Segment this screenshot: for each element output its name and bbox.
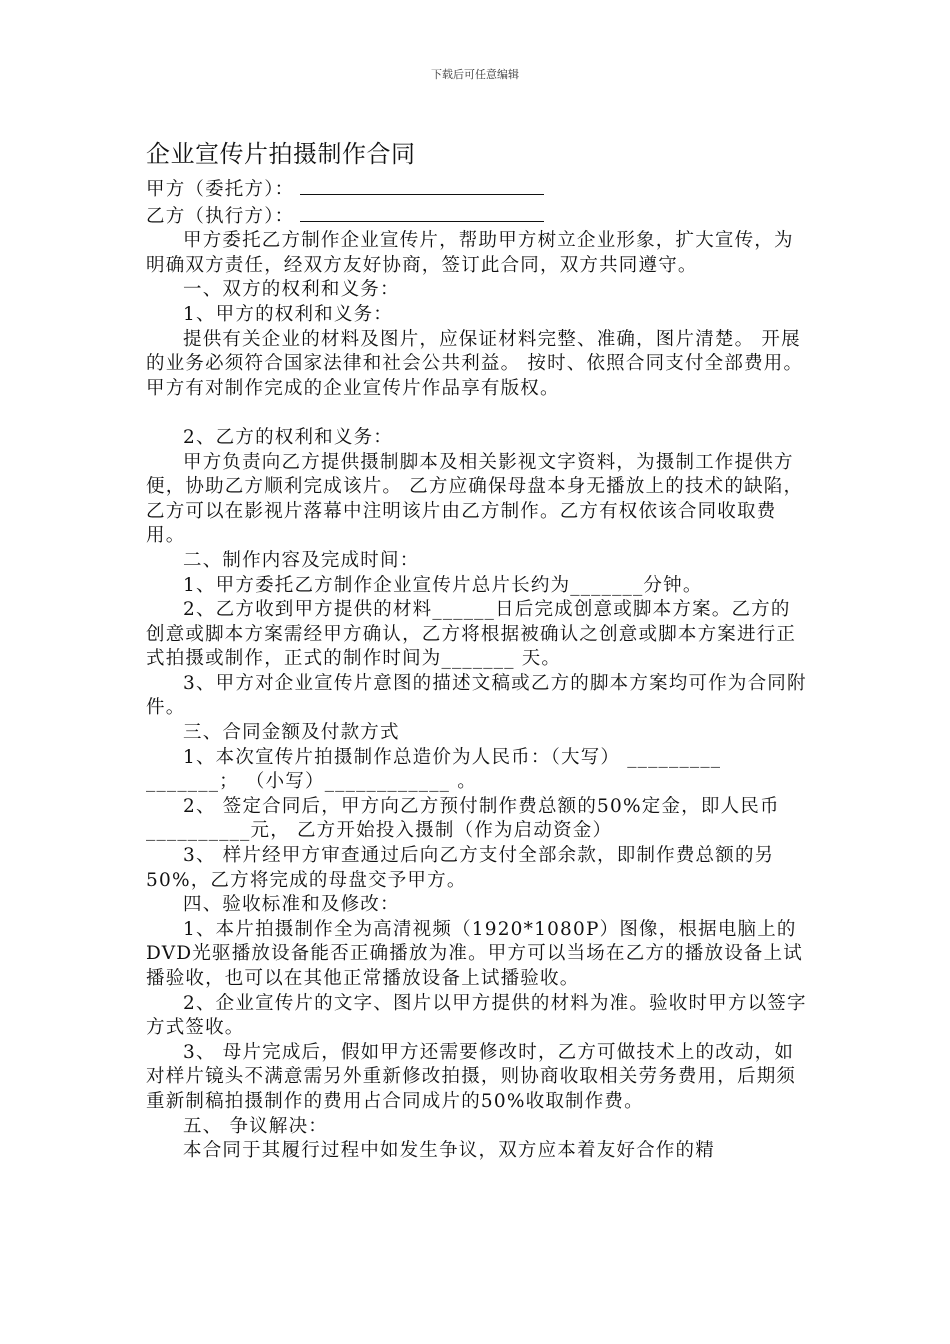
contract-title: 企业宣传片拍摄制作合同 bbox=[146, 140, 416, 168]
party-a-blank bbox=[300, 176, 544, 195]
section-2-item-2: 2、乙方收到甲方提供的材料______日后完成创意或脚本方案。乙方的创意或脚本方案需经甲方确认，乙方将根据被确认之创意或脚本方案进行正式拍摄或制作，正式的制作时间为_______ 天。 bbox=[146, 599, 797, 670]
intro-paragraph: 甲方委托乙方制作企业宣传片，帮助甲方树立企业形象，扩大宣传，为明确双方责任，经双方友好协商，签订此合同，双方共同遵守。 bbox=[146, 230, 794, 276]
party-b-row bbox=[146, 203, 808, 230]
section-1-2-heading: 2、乙方的权利和义务： bbox=[183, 426, 393, 448]
section-2-heading: 二、制作内容及完成时间： bbox=[183, 549, 420, 571]
section-5-heading: 五、 争议解决： bbox=[183, 1115, 328, 1137]
section-2-item-3: 3、甲方对企业宣传片意图的描述文稿或乙方的脚本方案均可作为合同附件。 bbox=[146, 672, 807, 719]
party-b-label: 乙方（执行方）： bbox=[146, 205, 295, 227]
party-a-row bbox=[146, 176, 808, 203]
section-3-item-2: 2、 签定合同后，甲方向乙方预付制作费总额的50%定金，即人民币__________元， 乙方开始投入摄制（作为启动资金） bbox=[146, 795, 780, 842]
section-1-heading: 一、双方的权利和义务： bbox=[183, 279, 400, 301]
section-4-item-1: 1、本片拍摄制作全为高清视频（1920*1080P）图像，根据电脑上的DVD光驱播放设备能否正确播放为准。甲方可以当场在乙方的播放设备上试播验收，也可以在其他正常播放设备上试播验收。 bbox=[146, 918, 804, 989]
section-3-item-3: 3、 样片经甲方审查通过后向乙方支付全部余款，即制作费总额的另50%，乙方将完成的母盘交予甲方。 bbox=[146, 845, 775, 891]
section-3-heading: 三、合同金额及付款方式 bbox=[183, 722, 400, 744]
paragraph-gap bbox=[146, 401, 808, 426]
section-1-2-text: 甲方负责向乙方提供摄制脚本及相关影视文字资料，为摄制工作提供方便，协助乙方顺利完成该片。 乙方应确保母盘本身无播放上的技术的缺陷， 乙方可以在影视片落幕中注明该片由乙方制作。乙方有权依该合同收取费用。 bbox=[146, 451, 804, 547]
section-5-text: 本合同于其履行过程中如发生争议，双方应本着友好合作的精 bbox=[183, 1140, 715, 1162]
section-2-item-1: 1、甲方委托乙方制作企业宣传片总片长约为_______分钟。 bbox=[183, 574, 703, 596]
section-1-1-heading: 1、甲方的权利和义务： bbox=[183, 303, 393, 325]
page-header-note: 下载后可任意编辑 bbox=[431, 68, 519, 81]
section-4-item-2: 2、企业宣传片的文字、图片以甲方提供的材料为准。验收时甲方以签字方式签收。 bbox=[146, 992, 807, 1039]
section-1-1-text: 提供有关企业的材料及图片，应保证材料完整、准确，图片清楚。 开展的业务必须符合国家法律和社会公共利益。 按时、依照合同支付全部费用。 甲方有对制作完成的企业宣传片作品享有版权。 bbox=[146, 328, 804, 399]
section-4-item-3: 3、 母片完成后，假如甲方还需要修改时，乙方可做技术上的改动，如对样片镜头不满意需另外重新修改拍摄，则协商收取相关劳务费用，后期须重新制稿拍摄制作的费用占合同成片的50%收取制作费。 bbox=[146, 1041, 797, 1112]
party-a-label: 甲方（委托方）： bbox=[146, 179, 295, 200]
section-3-item-1: 1、本次宣传片拍摄制作总造价为人民币：（大写） _________ _______； （小写）____________ 。 bbox=[146, 746, 722, 793]
party-b-blank bbox=[300, 203, 544, 222]
contract-body bbox=[146, 176, 808, 1164]
section-4-heading: 四、验收标准和及修改： bbox=[183, 894, 400, 916]
